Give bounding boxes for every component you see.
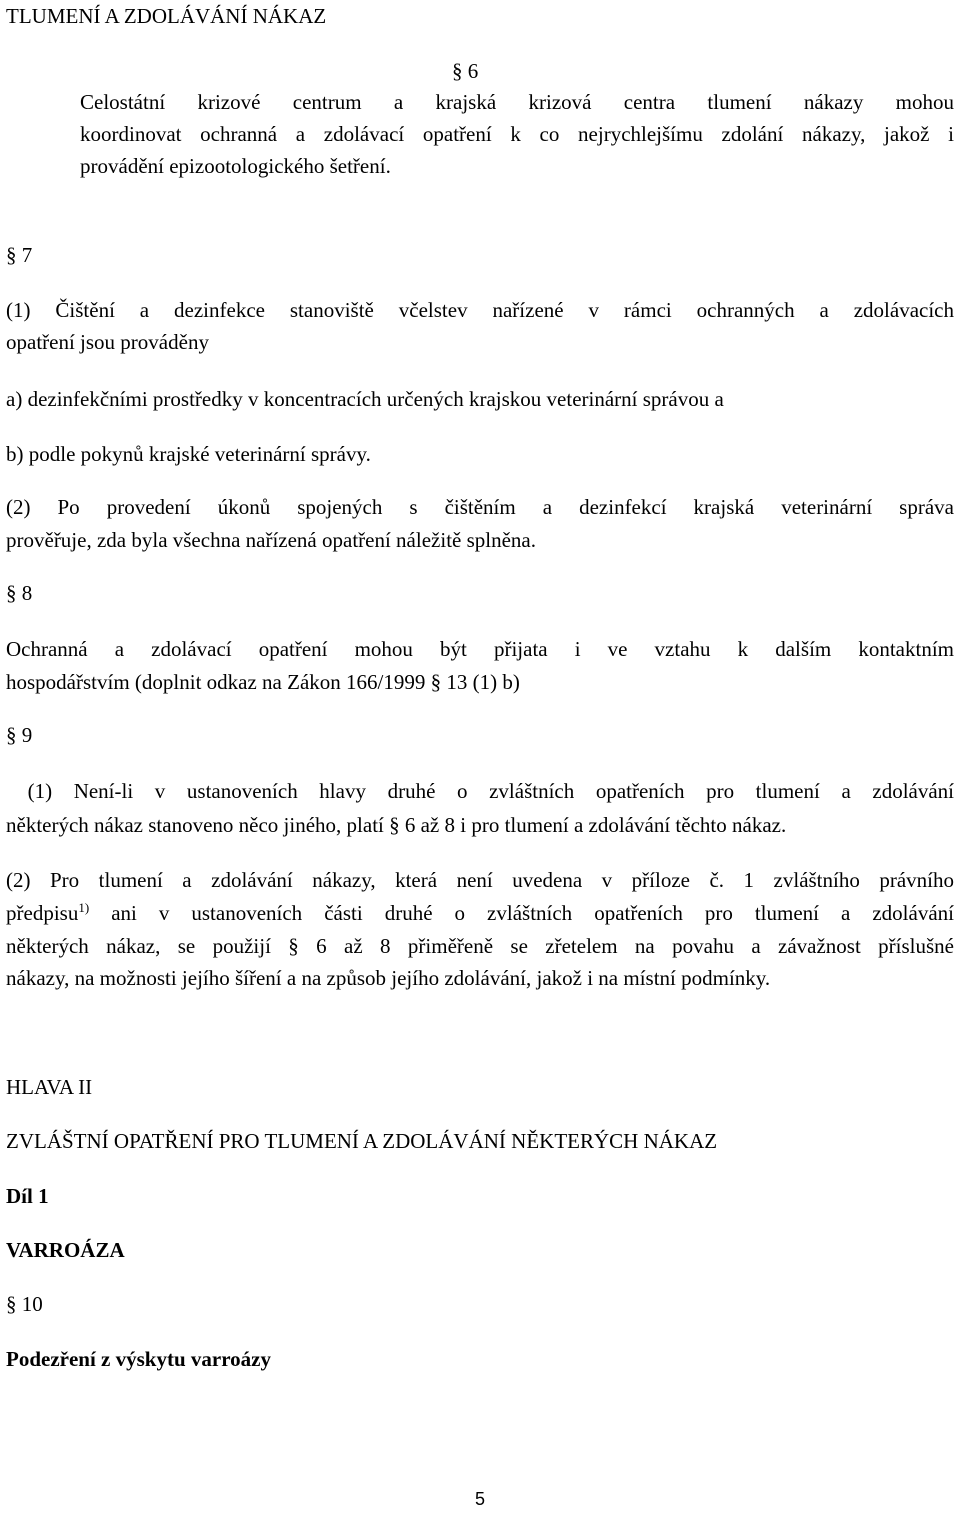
section-9-sub2-line-4: nákazy, na možnosti jejího šíření a na způsob jejího zdolávání, jakož i na místní podmínky. (6, 966, 771, 990)
section-8-line-2: hospodářstvím (doplnit odkaz na Zákon 166/1999 § 13 (1) b) (6, 670, 520, 694)
hlava-label: HLAVA II (6, 1075, 93, 1099)
section-9-sub2-line-2-after: ani v ustanoveních části druhé o zvláštních opatřeních pro tlumení a zdolávání (89, 901, 954, 925)
footnote-ref-1: 1) (78, 900, 90, 915)
chapter-title: TLUMENÍ A ZDOLÁVÁNÍ NÁKAZ (6, 4, 327, 28)
section-9-sub2-line-2-before: předpisu (6, 901, 79, 925)
section-7-item-a: a) dezinfekčními prostředky v koncentracích určených krajskou veterinární správou a (6, 387, 724, 411)
page-number: 5 (474, 1489, 485, 1509)
section-7-sub2-line-1: (2) Po provedení úkonů spojených s čištěním a dezinfekcí krajská veterinární správa (6, 495, 954, 519)
section-9-sub2-line-2 (6, 897, 954, 929)
section-6-line-2: koordinovat ochranná a zdolávací opatření k co nejrychlejšímu zdolání nákazy, jakož i (80, 122, 954, 146)
section-10-subtitle: Podezření z výskytu varroázy (6, 1347, 271, 1371)
dil-label: Díl 1 (6, 1184, 49, 1208)
section-8-line-1: Ochranná a zdolávací opatření mohou být přijata i ve vztahu k dalším kontaktním (6, 637, 954, 661)
section-7-sub1-line-1: (1) Čištění a dezinfekce stanoviště včelstev nařízené v rámci ochranných a zdolávacích (6, 298, 954, 322)
section-9-sub1-line-2: některých nákaz stanoveno něco jiného, platí § 6 až 8 i pro tlumení a zdolávání těchto nákaz. (6, 813, 787, 837)
hlava-title: ZVLÁŠTNÍ OPATŘENÍ PRO TLUMENÍ A ZDOLÁVÁNÍ NĚKTERÝCH NÁKAZ (6, 1129, 718, 1153)
section-10-heading: § 10 (6, 1292, 43, 1316)
section-6-line-3: provádění epizootologického šetření. (80, 154, 391, 178)
section-6-line-1: Celostátní krizové centrum a krajská krizová centra tlumení nákazy mohou (80, 90, 954, 114)
section-7-item-b: b) podle pokynů krajské veterinární správy. (6, 442, 371, 466)
section-9-sub1-line-1: (1) Není-li v ustanoveních hlavy druhé o zvláštních opatřeních pro tlumení a zdolávání (6, 779, 954, 803)
section-7-heading: § 7 (6, 243, 33, 267)
section-7-sub2-line-2: prověřuje, zda byla všechna nařízená opatření náležitě splněna. (6, 528, 536, 552)
section-8-heading: § 8 (6, 581, 33, 605)
section-9-heading: § 9 (6, 723, 33, 747)
section-9-sub2-line-1: (2) Pro tlumení a zdolávání nákazy, která není uvedena v příloze č. 1 zvláštního právního (6, 868, 954, 892)
dil-title: VARROÁZA (6, 1238, 125, 1262)
section-7-sub1-line-2: opatření jsou prováděny (6, 330, 209, 354)
section-6-heading: § 6 (452, 59, 479, 83)
section-9-sub2-line-3: některých nákaz, se použijí § 6 až 8 přiměřeně se zřetelem na povahu a závažnost příslušné (6, 934, 954, 958)
